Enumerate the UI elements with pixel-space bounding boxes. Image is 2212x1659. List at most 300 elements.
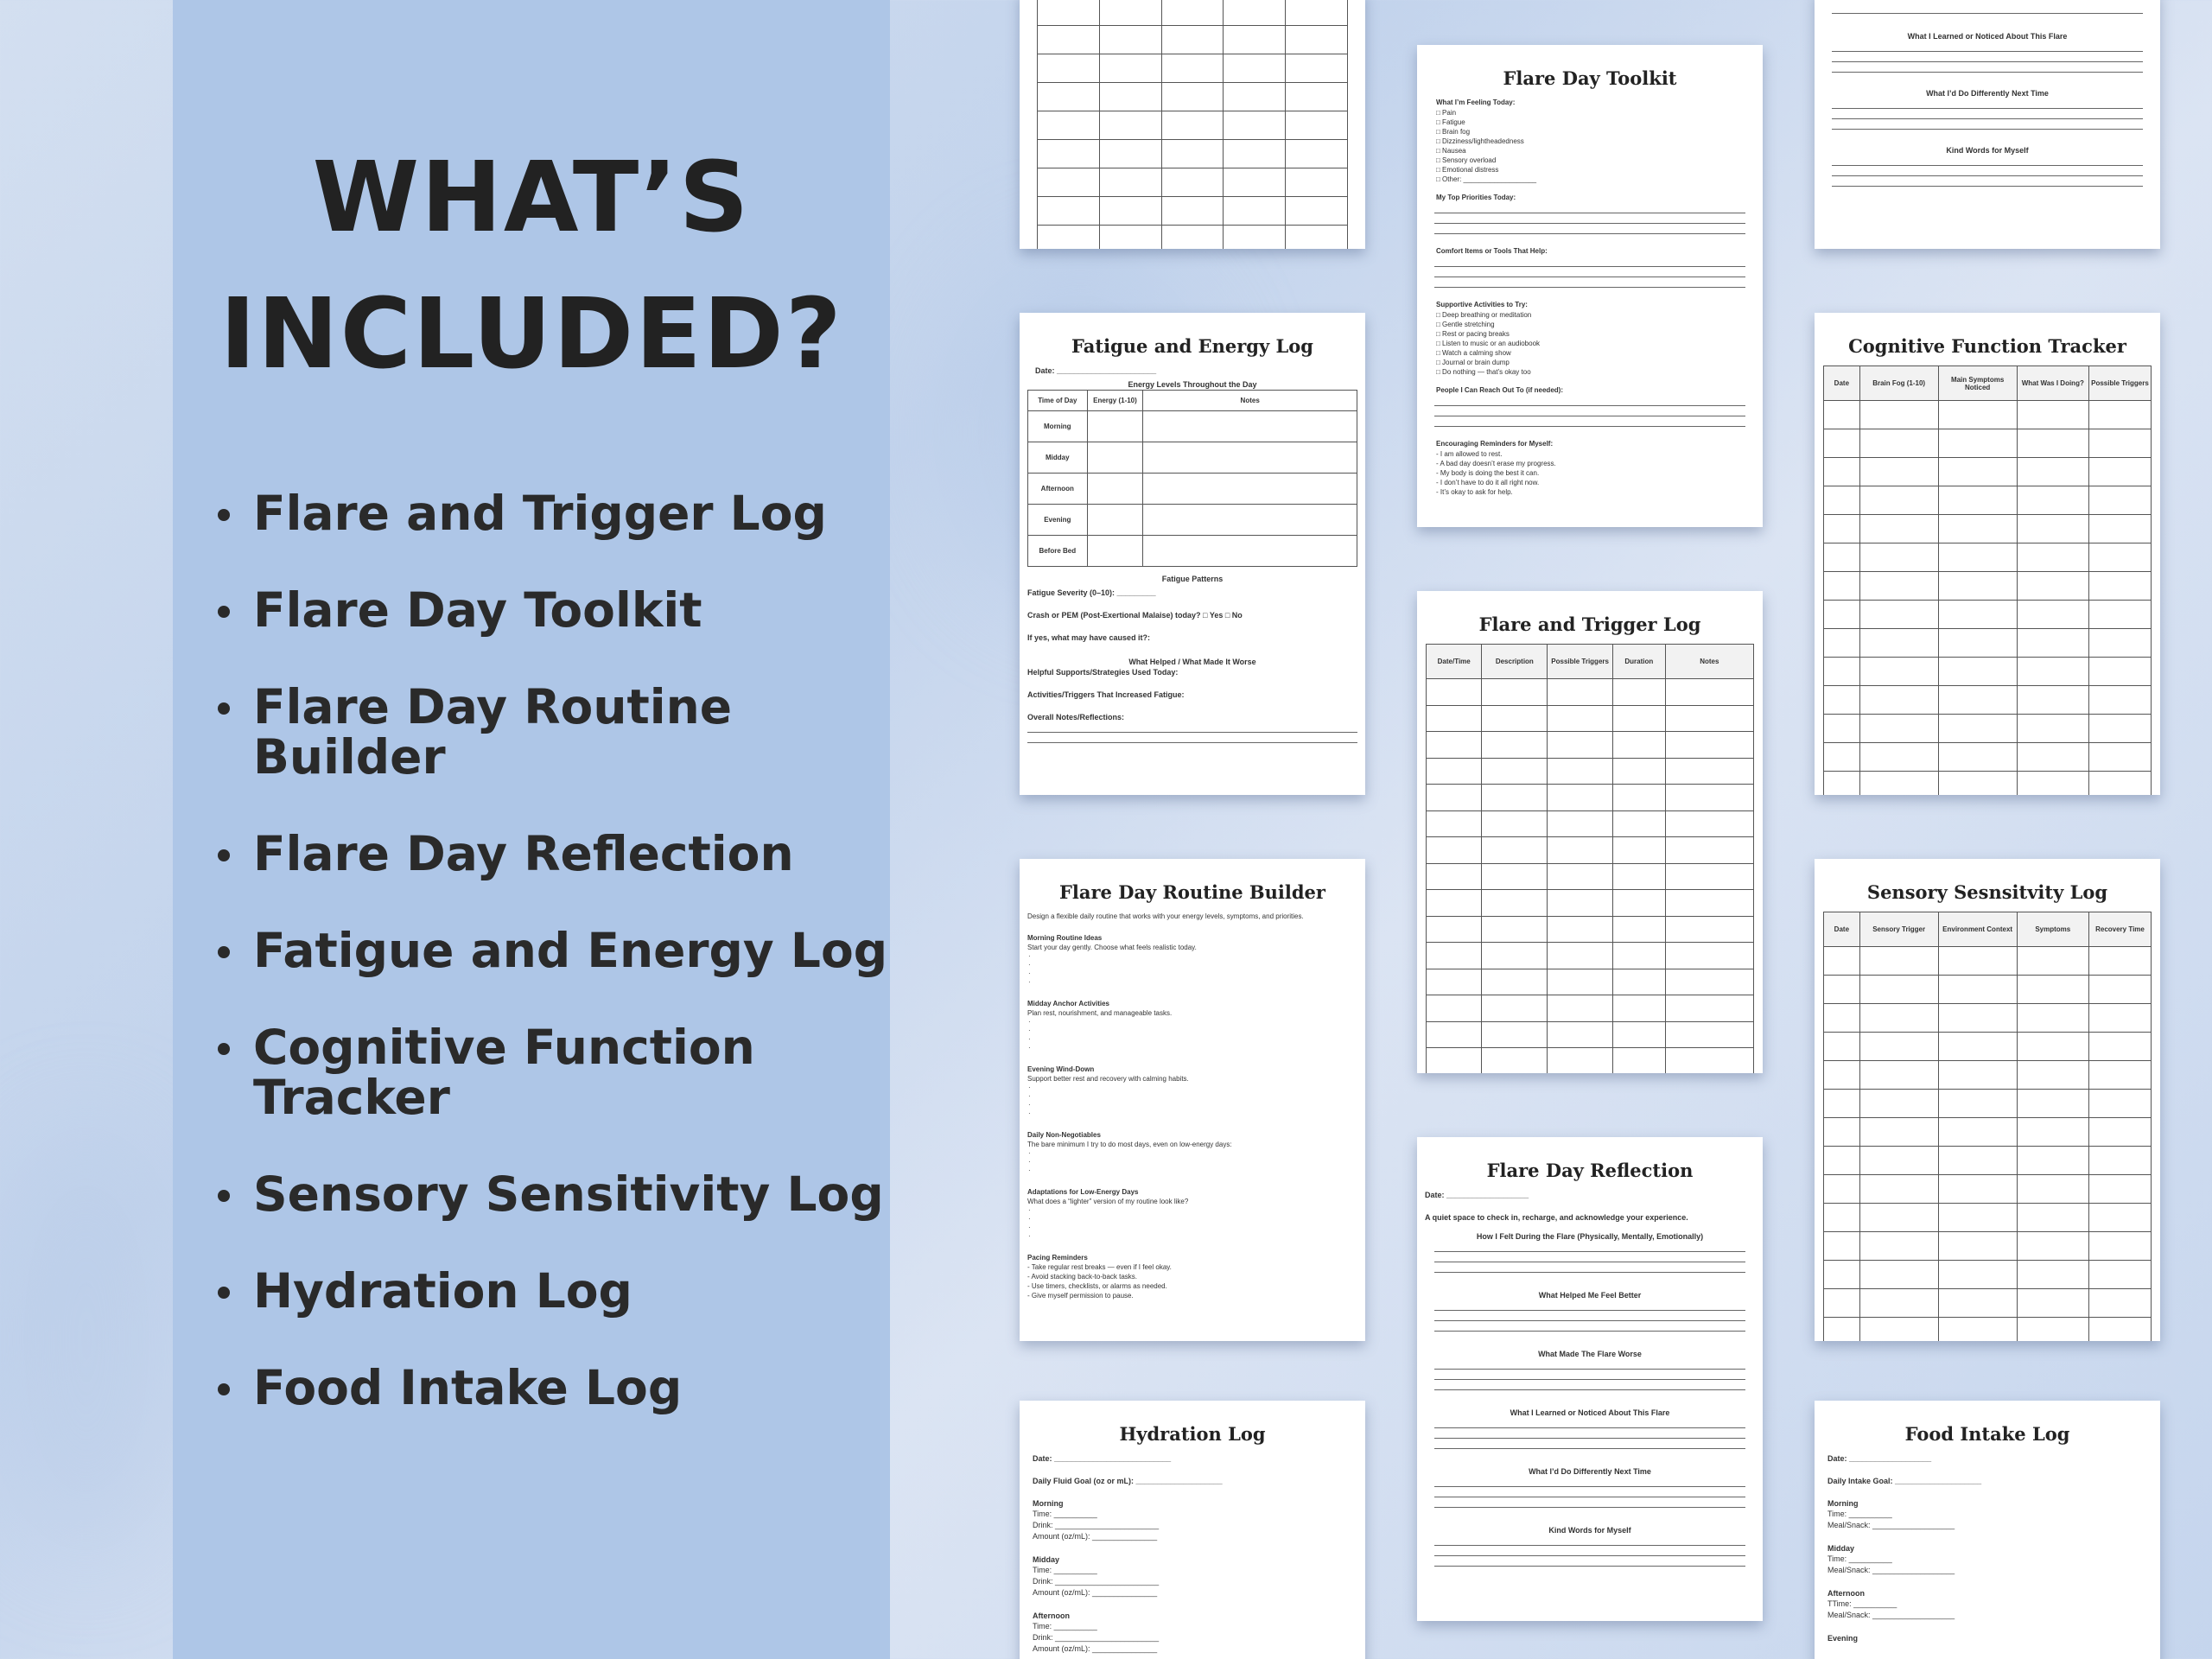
table-cell: [1613, 995, 1666, 1022]
table-cell: [2017, 486, 2088, 515]
table-cell: [2088, 1090, 2151, 1118]
table-cell: [1824, 743, 1860, 772]
section-subtext: Plan rest, nourishment, and manageable tasks.: [1027, 1009, 1173, 1017]
table-row: [1824, 1033, 2152, 1061]
energy-levels-table: [1027, 390, 1357, 567]
table-header-cell: Recovery Time: [2088, 912, 2151, 947]
table-cell: [2088, 629, 2151, 658]
bullet-line: ·: [1028, 1149, 1031, 1157]
table-cell: [1482, 837, 1548, 864]
table-cell: [2017, 572, 2088, 601]
prompt-heading: What I Learned or Noticed About This Flare: [1510, 1408, 1670, 1417]
table-cell: [1482, 943, 1548, 969]
table-header-cell: Main Symptoms Noticed: [1938, 366, 2017, 401]
table-header-cell: Sensory Trigger: [1859, 912, 1938, 947]
table-cell: [1859, 629, 1938, 658]
table-cell: [1161, 168, 1224, 197]
table-cell: [1824, 1033, 1860, 1061]
field-line: Drink: ________________________: [1033, 1577, 1160, 1586]
table-cell: [1482, 890, 1548, 917]
table-header-cell: Notes: [1665, 645, 1753, 679]
page-title: Sensory Sesnsitvity Log: [1866, 881, 2108, 903]
goal-field: Daily Intake Goal: ____________________: [1827, 1477, 1982, 1485]
block-heading: Morning: [1827, 1499, 1859, 1508]
table-cell: [1665, 916, 1753, 943]
table-cell: [1548, 969, 1613, 995]
list-item: - My body is doing the best it can.: [1436, 469, 1540, 477]
block-heading: Afternoon: [1827, 1589, 1865, 1598]
table-cell: [1161, 197, 1224, 226]
table-cell: [1548, 1021, 1613, 1048]
table-row: [1038, 226, 1348, 250]
list-item: □ Do nothing — that’s okay too: [1436, 368, 1531, 376]
list-item: - Use timers, checklists, or alarms as needed.: [1027, 1282, 1167, 1290]
table-row: [1038, 168, 1348, 197]
table-cell: [1824, 1090, 1860, 1118]
table-cell: [1824, 715, 1860, 743]
write-line: [1434, 1541, 1745, 1546]
table-cell: [1824, 429, 1860, 458]
date-field: Date: ___________________: [1827, 1454, 1932, 1463]
table-cell: [1613, 969, 1666, 995]
page-title: Flare Day Routine Builder: [1059, 881, 1325, 903]
table-row: [1427, 943, 1754, 969]
cognitive-tracker-table: [1823, 365, 2152, 795]
table-cell: [1548, 995, 1613, 1022]
block-heading: Midday: [1827, 1544, 1855, 1553]
bullet-line: ·: [1028, 1166, 1031, 1174]
table-cell: [2017, 976, 2088, 1004]
list-item: □ Watch a calming show: [1436, 349, 1511, 357]
table-cell: [1859, 601, 1938, 629]
table-cell: [2017, 658, 2088, 686]
prompt-heading: What I Learned or Noticed About This Flare: [1907, 32, 2068, 41]
write-line: [1434, 1257, 1745, 1262]
table-cell: [1038, 54, 1100, 83]
table-cell: [1859, 1147, 1938, 1175]
section-heading: Comfort Items or Tools That Help:: [1436, 247, 1548, 255]
flare-trigger-log-page: [1417, 591, 1763, 1073]
table-cell: [1099, 54, 1161, 83]
table-cell: [1038, 26, 1100, 54]
table-cell: [1286, 226, 1348, 250]
table-header-cell: What Was I Doing?: [2017, 366, 2088, 401]
table-cell: [1938, 686, 2017, 715]
table-cell: [1224, 83, 1286, 111]
table-cell: [2088, 543, 2151, 572]
table-cell: [2088, 1118, 2151, 1147]
table-cell: [2088, 429, 2151, 458]
table-cell: [1613, 705, 1666, 732]
page-title: Fatigue and Energy Log: [1071, 335, 1313, 357]
bullet-line: ·: [1028, 1044, 1031, 1052]
table-cell: [1286, 0, 1348, 26]
write-line: [1434, 1482, 1745, 1487]
table-cell: [1224, 0, 1286, 26]
table-cell: [1859, 572, 1938, 601]
page-title: Hydration Log: [1119, 1423, 1266, 1445]
table-cell: [1161, 54, 1224, 83]
table-row: [1824, 572, 2152, 601]
table-cell: [2088, 515, 2151, 543]
goal-field: Daily Fluid Goal (oz or mL): ____________________: [1033, 1477, 1223, 1485]
table-cell: [1482, 863, 1548, 890]
included-list-item: Flare Day Toolkit: [214, 585, 888, 635]
table-cell: [1099, 26, 1161, 54]
table-cell: [1824, 1118, 1860, 1147]
section-heading: Fatigue Patterns: [1161, 575, 1224, 583]
list-item: - I don’t have to do it all right now.: [1436, 479, 1540, 486]
table-cell: [2088, 601, 2151, 629]
table-cell: [1938, 429, 2017, 458]
table-cell: [2017, 1232, 2088, 1261]
table-cell: [1938, 1033, 2017, 1061]
table-row: [1824, 1232, 2152, 1261]
table-row: [1427, 969, 1754, 995]
table-cell: [1286, 54, 1348, 83]
table-cell: [1038, 226, 1100, 250]
table-cell: [2017, 601, 2088, 629]
table-row: [1824, 515, 2152, 543]
table-cell: [1613, 732, 1666, 759]
table-cell: [1427, 1021, 1482, 1048]
table-cell: [1665, 863, 1753, 890]
table-cell: [1938, 1261, 2017, 1289]
write-line: [1434, 1423, 1745, 1428]
table-cell: [1938, 1061, 2017, 1090]
table-cell: [1938, 1318, 2017, 1342]
table-cell: [1665, 785, 1753, 811]
table-cell: [2017, 1004, 2088, 1033]
prompt-heading: What I’d Do Differently Next Time: [1529, 1467, 1651, 1476]
food-intake-log-page: [1815, 1401, 2160, 1659]
table-row: [1427, 916, 1754, 943]
included-list-item: Flare Day Reflection: [214, 829, 888, 879]
table-cell: [1859, 429, 1938, 458]
table-row: [1824, 1004, 2152, 1033]
table-cell: [1824, 1232, 1860, 1261]
table-cell: [1427, 969, 1482, 995]
table-cell: [2017, 458, 2088, 486]
table-cell: [1161, 83, 1224, 111]
table-row: [1824, 629, 2152, 658]
table-header-cell: Date/Time: [1427, 645, 1482, 679]
table-cell: [2017, 772, 2088, 796]
date-field: Date: ___________________________: [1033, 1454, 1172, 1463]
table-cell: [1224, 140, 1286, 168]
row-label: Before Bed: [1028, 536, 1088, 567]
section-subtext: What does a “lighter” version of my routine look like?: [1027, 1198, 1189, 1205]
table-cell: [1665, 890, 1753, 917]
table-cell: [1548, 1048, 1613, 1074]
table-cell: [2017, 1204, 2088, 1232]
table-cell: [1824, 601, 1860, 629]
section-heading: Supportive Activities to Try:: [1436, 301, 1528, 308]
field-label: Crash or PEM (Post-Exertional Malaise) today? □ Yes □ No: [1027, 611, 1243, 620]
table-cell: [1427, 837, 1482, 864]
table-cell: [1665, 810, 1753, 837]
table-cell: [1161, 226, 1224, 250]
table-cell: [1427, 679, 1482, 706]
table-cell: [1087, 474, 1143, 505]
table-cell: [1427, 916, 1482, 943]
included-list-item: Food Intake Log: [214, 1363, 888, 1413]
fatigue-energy-log-page: [1020, 313, 1365, 795]
table-row: [1028, 411, 1357, 442]
flare-day-reflection-page: [1417, 1137, 1763, 1621]
table-cell: [1482, 785, 1548, 811]
table-cell: [1824, 1289, 1860, 1318]
field-line: Time: __________: [1033, 1510, 1097, 1518]
table-cell: [1859, 743, 1938, 772]
bullet-line: ·: [1028, 1018, 1031, 1026]
table-cell: [1427, 1048, 1482, 1074]
table-cell: [1859, 715, 1938, 743]
field-label: If yes, what may have caused it?:: [1027, 633, 1151, 642]
table-cell: [1613, 1048, 1666, 1074]
section-heading: Encouraging Reminders for Myself:: [1436, 440, 1554, 448]
table-header-cell: Symptoms: [2017, 912, 2088, 947]
table-cell: [1938, 1232, 2017, 1261]
table-cell: [2017, 1175, 2088, 1204]
field-line: Amount (oz/mL): _______________: [1033, 1644, 1158, 1653]
field-line: Time: __________: [1827, 1510, 1892, 1518]
table-cell: [2017, 515, 2088, 543]
table-cell: [2017, 1033, 2088, 1061]
write-line: [1434, 1375, 1745, 1380]
table-cell: [1482, 916, 1548, 943]
table-cell: [1824, 658, 1860, 686]
table-cell: [1824, 1061, 1860, 1090]
table-cell: [1665, 943, 1753, 969]
table-cell: [2088, 1289, 2151, 1318]
flare-day-toolkit-page: [1417, 45, 1763, 527]
table-cell: [1824, 976, 1860, 1004]
table-cell: [1161, 111, 1224, 140]
write-line: [1434, 1306, 1745, 1311]
table-cell: [1938, 1147, 2017, 1175]
write-line: [1434, 1492, 1745, 1497]
table-row: [1824, 458, 2152, 486]
page-title: Flare Day Toolkit: [1503, 67, 1677, 89]
list-item: □ Listen to music or an audiobook: [1436, 340, 1541, 347]
block-heading: Midday: [1033, 1555, 1060, 1564]
routine-sections: [1020, 933, 1365, 1300]
table-row: [1824, 1261, 2152, 1289]
table-cell: [1482, 1048, 1548, 1074]
table-cell: [1859, 1004, 1938, 1033]
table-cell: [1859, 658, 1938, 686]
table-cell: [2088, 486, 2151, 515]
table-cell: [1938, 1289, 2017, 1318]
table-header-cell: Date: [1824, 912, 1860, 947]
write-line: [1434, 1316, 1745, 1321]
table-cell: [1859, 772, 1938, 796]
table-cell: [1099, 140, 1161, 168]
table-cell: [1859, 947, 1938, 976]
table-row: [1824, 1147, 2152, 1175]
table-cell: [1665, 1048, 1753, 1074]
prompt-heading: What Made The Flare Worse: [1538, 1350, 1642, 1358]
table-header-cell: Energy (1-10): [1087, 391, 1143, 411]
table-cell: [2017, 401, 2088, 429]
table-row: [1038, 83, 1348, 111]
field-line: Amount (oz/mL): _______________: [1033, 1532, 1158, 1541]
table-cell: [1665, 837, 1753, 864]
table-cell: [2017, 1090, 2088, 1118]
table-cell: [1286, 140, 1348, 168]
intro-text: A quiet space to check in, recharge, and acknowledge your experience.: [1425, 1213, 1688, 1222]
bullet-line: ·: [1028, 1109, 1031, 1117]
table-cell: [1099, 111, 1161, 140]
table-cell: [2088, 976, 2151, 1004]
table-cell: [1548, 679, 1613, 706]
bullet-line: ·: [1028, 1224, 1031, 1231]
write-line: [1434, 1364, 1745, 1370]
table-cell: [1938, 601, 2017, 629]
table-cell: [2088, 658, 2151, 686]
table-cell: [2017, 743, 2088, 772]
included-list-item: Flare Day Routine Builder: [214, 682, 888, 782]
table-row: [1427, 1048, 1754, 1074]
list-item: □ Pain: [1436, 109, 1457, 117]
field-label: Fatigue Severity (0–10): _________: [1027, 588, 1156, 597]
table-cell: [1824, 1261, 1860, 1289]
table-cell: [1613, 785, 1666, 811]
table-cell: [1548, 890, 1613, 917]
table-cell: [1286, 26, 1348, 54]
table-row: [1028, 442, 1357, 474]
table-cell: [1427, 785, 1482, 811]
table-row: [1824, 976, 2152, 1004]
included-list: [214, 488, 888, 1459]
field-line: Amount (oz/mL): _______________: [1033, 1588, 1158, 1597]
table-row: [1824, 743, 2152, 772]
table-row: [1824, 772, 2152, 796]
table-row: [1427, 863, 1754, 890]
table-row: [1427, 890, 1754, 917]
bullet-line: ·: [1028, 1035, 1031, 1043]
table-cell: [1427, 943, 1482, 969]
table-cell: [1099, 168, 1161, 197]
bullet-line: ·: [1028, 961, 1031, 969]
section-heading: What Helped / What Made It Worse: [1128, 658, 1256, 666]
table-row: [1427, 679, 1754, 706]
table-row: [1427, 810, 1754, 837]
table-cell: [1482, 758, 1548, 785]
table-cell: [1613, 837, 1666, 864]
table-cell: [1099, 0, 1161, 26]
table-cell: [1161, 0, 1224, 26]
table-cell: [1161, 140, 1224, 168]
table-cell: [1859, 686, 1938, 715]
write-line: [1434, 1247, 1745, 1252]
page-title: Food Intake Log: [1904, 1423, 2070, 1445]
table-cell: [1038, 83, 1100, 111]
table-cell: [2088, 1318, 2151, 1342]
table-cell: [1548, 758, 1613, 785]
table-cell: [1482, 705, 1548, 732]
list-item: - I am allowed to rest.: [1436, 450, 1503, 458]
table-cell: [1938, 743, 2017, 772]
table-cell: [1665, 679, 1753, 706]
table-cell: [1427, 890, 1482, 917]
table-cell: [1613, 810, 1666, 837]
table-cell: [1482, 1021, 1548, 1048]
table-cell: [2017, 1318, 2088, 1342]
table-cell: [2088, 1004, 2151, 1033]
write-line: [1434, 1326, 1745, 1332]
table-cell: [1938, 572, 2017, 601]
table-row: [1824, 1090, 2152, 1118]
whats-included-panel: [173, 0, 890, 1659]
list-item: □ Sensory overload: [1436, 156, 1497, 164]
table-cell: [2088, 401, 2151, 429]
write-line: [1434, 1433, 1745, 1439]
table-cell: [1824, 1004, 1860, 1033]
activities-list: [1417, 310, 1763, 377]
cognitive-function-tracker-page: [1815, 313, 2160, 795]
prompt-heading: What Helped Me Feel Better: [1538, 1291, 1642, 1300]
table-row: [1038, 140, 1348, 168]
table-cell: [1859, 1232, 1938, 1261]
table-cell: [1143, 536, 1357, 567]
list-item: □ Nausea: [1436, 147, 1466, 155]
table-cell: [1286, 111, 1348, 140]
table-row: [1038, 26, 1348, 54]
table-cell: [1859, 1033, 1938, 1061]
table-row: [1038, 197, 1348, 226]
table-cell: [1427, 758, 1482, 785]
table-cell: [1824, 572, 1860, 601]
bullet-line: ·: [1028, 1215, 1031, 1223]
list-item: □ Journal or brain dump: [1436, 359, 1510, 366]
table-cell: [1548, 916, 1613, 943]
table-cell: [1099, 226, 1161, 250]
table-cell: [1938, 1118, 2017, 1147]
table-cell: [2088, 743, 2151, 772]
table-row: [1824, 1175, 2152, 1204]
table-cell: [1938, 1004, 2017, 1033]
included-list-item: Flare and Trigger Log: [214, 488, 888, 538]
list-item: □ Rest or pacing breaks: [1436, 330, 1510, 338]
table-cell: [1613, 679, 1666, 706]
list-item: □ Deep breathing or meditation: [1436, 311, 1532, 319]
table-cell: [1548, 705, 1613, 732]
heading-line-1: WHAT’S: [312, 142, 751, 254]
trigger-log-table: [1426, 644, 1754, 1073]
write-line: [1434, 1385, 1745, 1390]
list-item: - It’s okay to ask for help.: [1436, 488, 1513, 496]
list-item: □ Gentle stretching: [1436, 321, 1495, 328]
table-row: [1427, 1021, 1754, 1048]
table-header-cell: Time of Day: [1028, 391, 1088, 411]
table-row: [1824, 947, 2152, 976]
table-cell: [2088, 1175, 2151, 1204]
table-cell: [1038, 0, 1100, 26]
table-row: [1028, 474, 1357, 505]
table-title: Energy Levels Throughout the Day: [1128, 380, 1257, 389]
table-cell: [1038, 111, 1100, 140]
prompt-heading: Kind Words for Myself: [1548, 1526, 1631, 1535]
list-item: □ Emotional distress: [1436, 166, 1499, 174]
list-item: □ Brain fog: [1436, 128, 1471, 136]
prompt-heading: How I Felt During the Flare (Physically, Mentally, Emotionally): [1476, 1232, 1704, 1241]
page-title: Flare and Trigger Log: [1478, 613, 1701, 635]
table-cell: [1087, 442, 1143, 474]
table-cell: [1482, 969, 1548, 995]
page-heading: [173, 130, 890, 403]
